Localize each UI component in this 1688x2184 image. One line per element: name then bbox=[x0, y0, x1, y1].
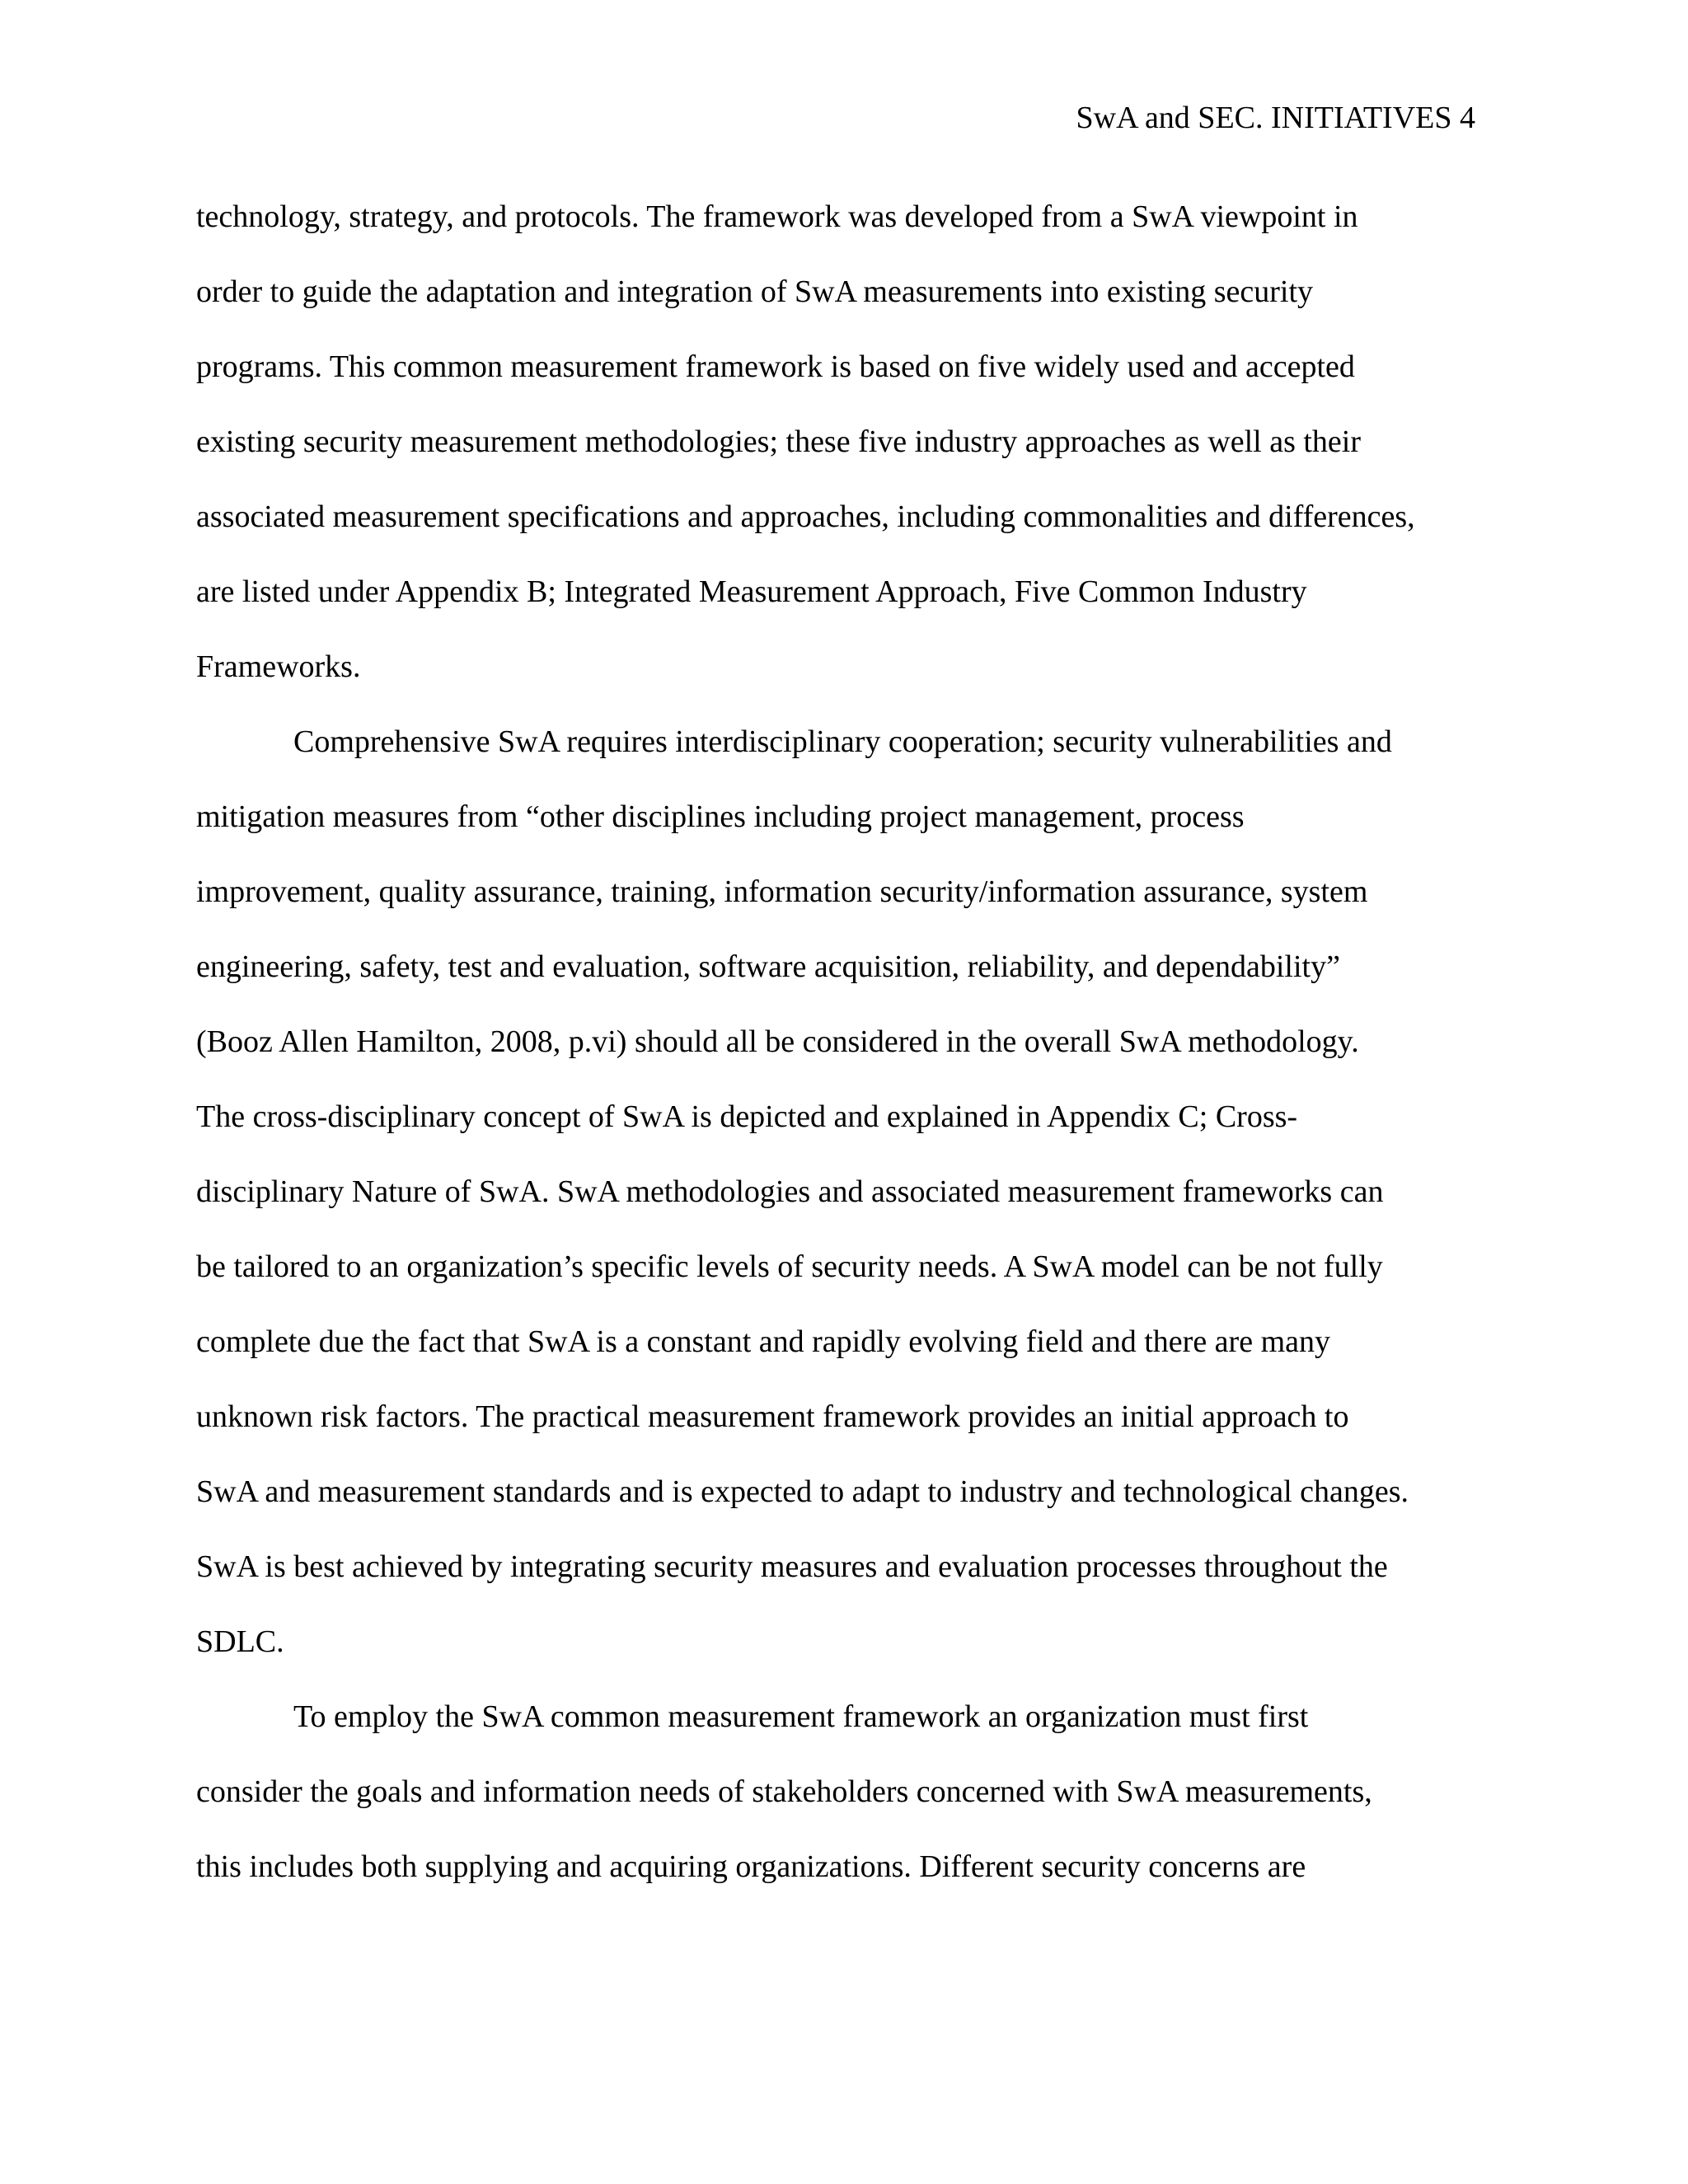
paragraph-2-line: improvement, quality assurance, training, information security/information assurance, system bbox=[196, 874, 1368, 909]
paragraph-1-line: technology, strategy, and protocols. The framework was developed from a SwA viewpoint in bbox=[196, 199, 1358, 234]
paragraph-2-line: complete due the fact that SwA is a constant and rapidly evolving field and there are many bbox=[196, 1324, 1330, 1359]
paragraph-1-line: programs. This common measurement framework is based on five widely used and accepted bbox=[196, 349, 1355, 384]
paragraph-2-line: (Booz Allen Hamilton, 2008, p.vi) should all be considered in the overall SwA methodology. bbox=[196, 1024, 1359, 1059]
paragraph-2-line: unknown risk factors. The practical measurement framework provides an initial approach to bbox=[196, 1399, 1349, 1434]
paragraph-2-line: SwA and measurement standards and is expected to adapt to industry and technological changes. bbox=[196, 1474, 1409, 1509]
paragraph-2-line: SwA is best achieved by integrating security measures and evaluation processes throughout the bbox=[196, 1549, 1388, 1584]
paragraph-1-line: are listed under Appendix B; Integrated Measurement Approach, Five Common Industry bbox=[196, 574, 1307, 609]
paragraph-2-line: disciplinary Nature of SwA. SwA methodologies and associated measurement frameworks can bbox=[196, 1174, 1384, 1209]
paragraph-2-line: The cross-disciplinary concept of SwA is depicted and explained in Appendix C; Cross- bbox=[196, 1099, 1298, 1134]
paragraph-1-line: Frameworks. bbox=[196, 649, 361, 684]
paragraph-1-line: order to guide the adaptation and integration of SwA measurements into existing security bbox=[196, 274, 1314, 309]
paragraph-2-line: be tailored to an organization’s specific levels of security needs. A SwA model can be not fully bbox=[196, 1249, 1383, 1284]
paragraph-2-line: engineering, safety, test and evaluation, software acquisition, reliability, and dependability” bbox=[196, 949, 1340, 984]
paragraph-1-line: existing security measurement methodologies; these five industry approaches as well as their bbox=[196, 424, 1361, 459]
paragraph-2-line: SDLC. bbox=[196, 1624, 284, 1659]
paragraph-3-first-line: To employ the SwA common measurement framework an organization must first bbox=[293, 1699, 1309, 1734]
paragraph-1-line: associated measurement specifications and approaches, including commonalities and differences, bbox=[196, 499, 1415, 534]
paragraph-3-line: this includes both supplying and acquiring organizations. Different security concerns are bbox=[196, 1849, 1306, 1884]
paragraph-3-line: consider the goals and information needs of stakeholders concerned with SwA measurements, bbox=[196, 1774, 1372, 1809]
paragraph-2-line: mitigation measures from “other disciplines including project management, process bbox=[196, 799, 1245, 834]
paragraph-2-first-line: Comprehensive SwA requires interdisciplinary cooperation; security vulnerabilities and bbox=[293, 724, 1392, 759]
running-head: SwA and SEC. INITIATIVES 4 bbox=[1076, 101, 1475, 135]
